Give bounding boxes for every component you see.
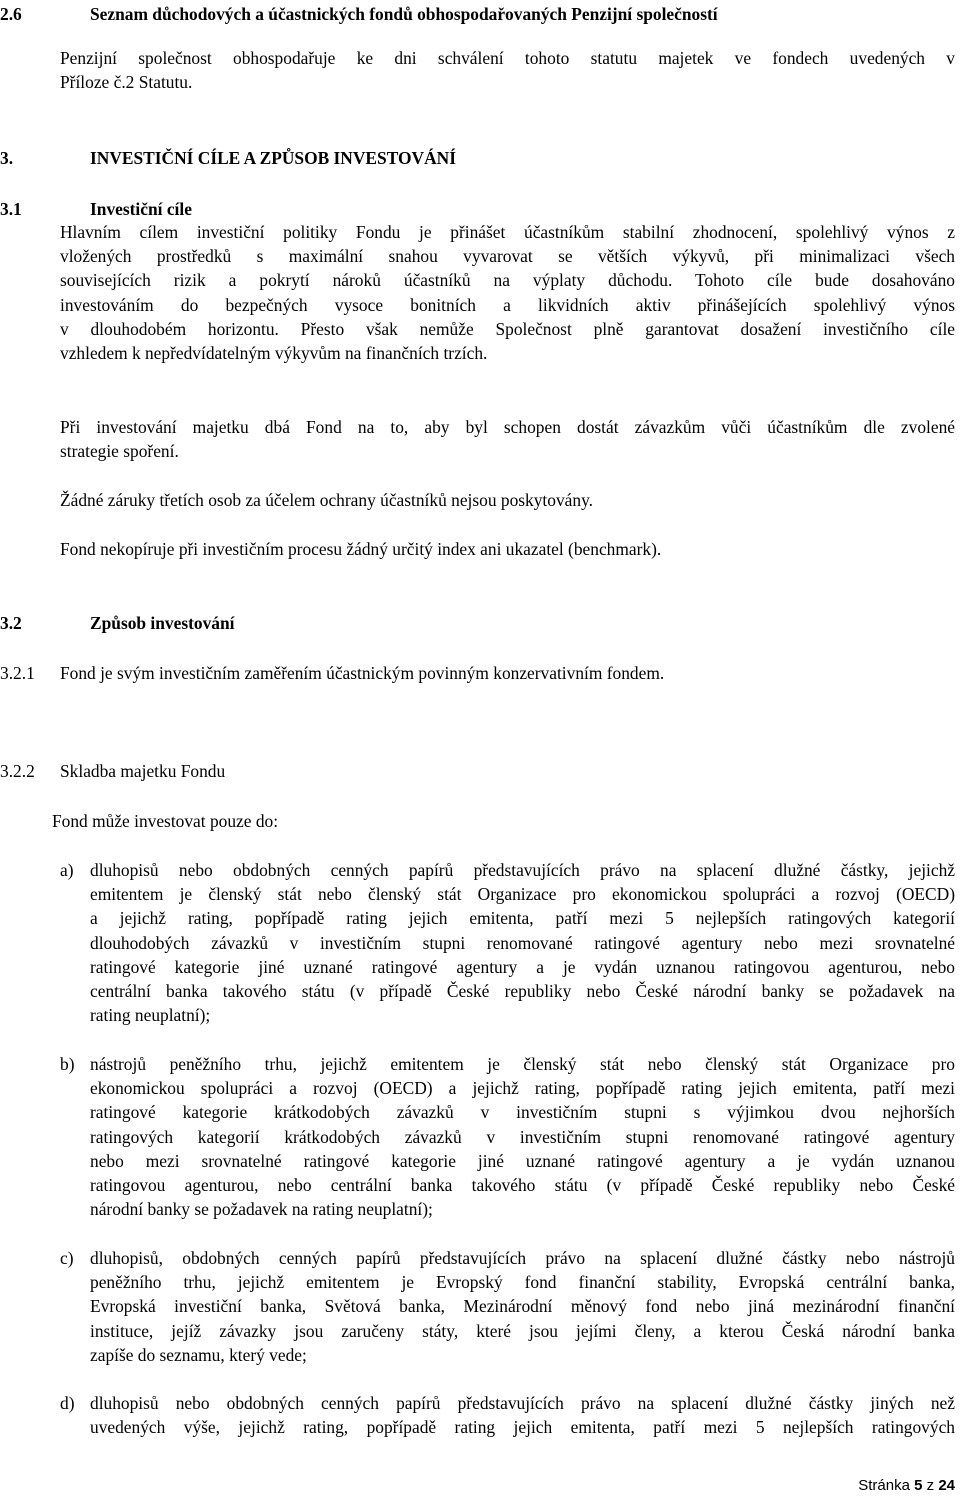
section-3-1-paragraph-3 bbox=[60, 488, 955, 512]
section-3-2-2-title: Skladba majetku Fondu bbox=[60, 761, 226, 781]
text-line: peněžního trhu, jejichž emitentem je Evropský fond finanční stability, Evropská centrální banka, bbox=[90, 1272, 955, 1293]
list-item bbox=[90, 1052, 955, 1221]
text-line: ratingové kategorie krátkodobých závazků v investičním stupni s výjimkou dvou nejhorších bbox=[90, 1102, 955, 1123]
list-item-label: a) bbox=[60, 860, 74, 880]
text-line: a jejichž rating, popřípadě rating jejich emitenta, patří mezi 5 nejlepších ratingových kategorií bbox=[90, 908, 955, 929]
page-current: 5 bbox=[914, 1477, 923, 1494]
text-line: emitentem je členský stát nebo členský stát Organizace pro ekonomickou spolupráci a rozvoj (OECD) bbox=[90, 884, 955, 905]
page-of: z bbox=[926, 1477, 935, 1494]
text-line: Evropská investiční banka, Světová banka, Mezinárodní měnový fond nebo jiná mezinárodní finanční bbox=[90, 1296, 955, 1317]
text-line: dlouhodobých závazků v investičním stupni renomované ratingové agentury nebo mezi srovnatelné bbox=[90, 932, 955, 953]
section-3-2-2-intro: Fond může investovat pouze do: bbox=[52, 811, 279, 831]
text-line: souvisejících rizik a pokrytí nároků účastníků na výplaty důchodu. Tohoto cíle bude dosahováno bbox=[60, 270, 955, 291]
list-item bbox=[90, 858, 955, 1027]
text-line: nástrojů peněžního trhu, jejichž emitentem je členský stát nebo členský stát Organizace pro bbox=[90, 1054, 955, 1074]
page-word: Stránka bbox=[858, 1477, 910, 1494]
text-line: ratingové kategorie jiné uznané ratingové agentury a je vydán uznanou ratingovou agenturou, nebo bbox=[90, 956, 955, 977]
page-total: 24 bbox=[938, 1477, 955, 1494]
text-line: nebo mezi srovnatelné ratingové kategorie jiné uznané ratingové agentury a je vydán uznanou bbox=[90, 1150, 955, 1171]
text-line: zapíše do seznamu, který vede; bbox=[90, 1344, 307, 1365]
text-line: centrální banka takového státu (v případě České republiky nebo České národní banky se požadavek na bbox=[90, 980, 955, 1001]
list-item bbox=[90, 1246, 955, 1367]
section-2-6-number: 2.6 bbox=[0, 4, 22, 24]
section-3-2-title: Způsob investování bbox=[90, 613, 235, 633]
section-3-2-2-number: 3.2.2 bbox=[0, 761, 35, 781]
chapter-3-title: INVESTIČNÍ CÍLE A ZPŮSOB INVESTOVÁNÍ bbox=[90, 148, 456, 168]
text-line: Hlavním cílem investiční politiky Fondu je přinášet účastníkům stabilní zhodnocení, spolehlivý výnos z bbox=[60, 222, 955, 242]
list-item-label: c) bbox=[60, 1248, 74, 1268]
text-line: strategie spoření. bbox=[60, 441, 179, 462]
page-footer bbox=[858, 1474, 955, 1498]
section-3-2-number: 3.2 bbox=[0, 613, 22, 633]
text-line: Žádné záruky třetích osob za účelem ochrany účastníků nejsou poskytovány. bbox=[60, 490, 593, 510]
text-line: vložených prostředků s maximální snahou vyvarovat se větších výkyvů, při minimalizaci všech bbox=[60, 246, 955, 267]
text-line: dluhopisů, obdobných cenných papírů představujících právo na splacení dlužné částky nebo nástrojů bbox=[90, 1248, 955, 1268]
list-item bbox=[90, 1391, 955, 1439]
chapter-3-number: 3. bbox=[0, 148, 14, 168]
section-2-6-paragraph bbox=[60, 46, 955, 94]
text-line: ratingovou agenturou, nebo centrální banka takového státu (v případě České republiky nebo České bbox=[90, 1174, 955, 1195]
text-line: Příloze č.2 Statutu. bbox=[60, 72, 193, 93]
text-line: v dlouhodobém horizontu. Přesto však nemůže Společnost plně garantovat dosažení investičního cíle bbox=[60, 318, 955, 339]
text-line: instituce, jejíž závazky jsou zaručeny státy, které jsou jejími členy, a kterou Česká národní banka bbox=[90, 1320, 955, 1341]
text-line: rating neuplatní); bbox=[90, 1005, 211, 1026]
text-line: uvedených výše, jejichž rating, popřípadě rating jejich emitenta, patří mezi 5 nejlepších ratingových bbox=[90, 1417, 955, 1438]
section-3-1-paragraph-4 bbox=[60, 537, 955, 561]
text-line: dluhopisů nebo obdobných cenných papírů představujících právo na splacení dlužné částky jiných než bbox=[90, 1393, 955, 1413]
list-item-label: b) bbox=[60, 1054, 75, 1074]
section-3-1-paragraph-2 bbox=[60, 415, 955, 463]
section-3-1-paragraph-1 bbox=[60, 220, 955, 365]
text-line: investováním do bezpečných vysoce bonitních a likvidních aktiv přinášejících spolehlivý výnos bbox=[60, 294, 955, 315]
text-line: Při investování majetku dbá Fond na to, aby byl schopen dostát závazkům vůči účastníkům dle zvolené bbox=[60, 417, 955, 437]
section-3-2-1-text: Fond je svým investičním zaměřením účastnickým povinným konzervativním fondem. bbox=[60, 663, 665, 683]
section-3-2-1-number: 3.2.1 bbox=[0, 663, 35, 683]
text-line: národní banky se požadavek na rating neuplatní); bbox=[90, 1199, 433, 1220]
list-item-label: d) bbox=[60, 1393, 75, 1413]
text-line: dluhopisů nebo obdobných cenných papírů představujících právo na splacení dlužné částky, jejichž bbox=[90, 860, 955, 880]
section-3-1-title: Investiční cíle bbox=[90, 199, 192, 219]
text-line: vzhledem k nepředvídatelným výkyvům na finančních trzích. bbox=[60, 342, 488, 363]
text-line: ratingových kategorií krátkodobých závazků v investičním stupni renomované ratingové agentury bbox=[90, 1126, 955, 1147]
text-line: ekonomickou spolupráci a rozvoj (OECD) a jejichž rating, popřípadě rating jejich emitenta, patří mezi bbox=[90, 1078, 955, 1099]
text-line: Fond nekopíruje při investičním procesu žádný určitý index ani ukazatel (benchmark). bbox=[60, 539, 662, 559]
section-2-6-title: Seznam důchodových a účastnických fondů obhospodařovaných Penzijní společností bbox=[90, 4, 718, 24]
text-line: Penzijní společnost obhospodařuje ke dni schválení tohoto statutu majetek ve fondech uvedených v bbox=[60, 48, 955, 68]
section-3-1-number: 3.1 bbox=[0, 199, 22, 219]
